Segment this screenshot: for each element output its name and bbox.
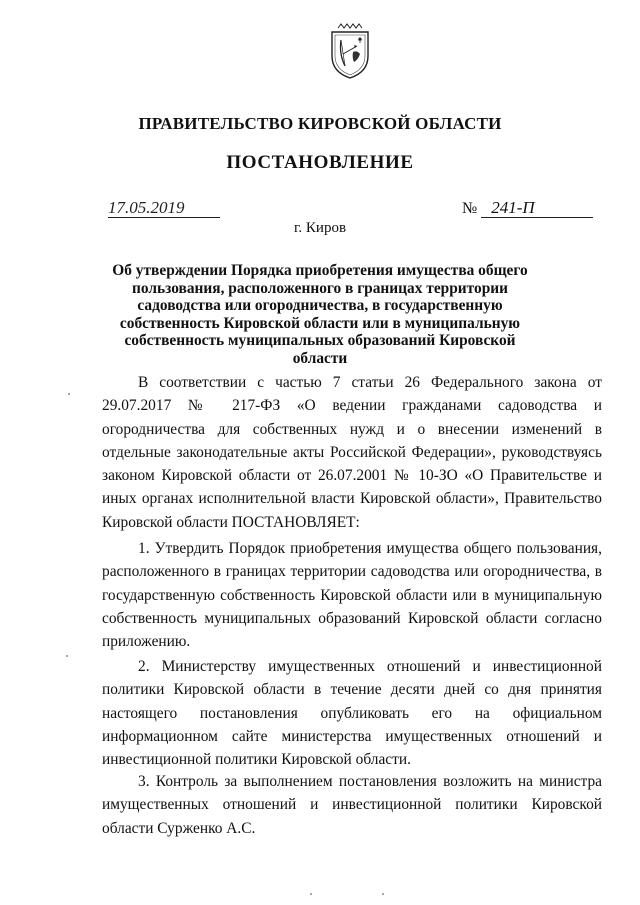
clause-3-paragraph: 3. Контроль за выполнением постановления возложить на министра имущественных отношений и инвестиционной политики Кировской области Сурженко А.С. [102, 773, 602, 837]
clause-2-paragraph: 2. Министерству имущественных отношений и инвестиционной политики Кировской области в течение десяти дней со дня принятия настоящего постановления опубликовать его на официальном информационном сайте министерства имущественных отношений и инвестиционной политики Кировской области. [102, 658, 602, 769]
preamble-paragraph: В соответствии с частью 7 статьи 26 Федерального закона от 29.07.2017 № 217-ФЗ «О ведении гражданами садоводства и огородничества для собственных нужд и о внесении изменений в отдельные законодательные акты Российской Федерации», руководствуясь законом Кировской области от 26.07.2001 № 10-ЗО «О Правительстве и иных органах исполнительной власти Кировской области», Правительство Кировской области ПОСТАНОВЛЯЕТ: [102, 374, 602, 531]
scan-speck [310, 893, 312, 895]
clause-1-paragraph: 1. Утвердить Порядок приобретения имущества общего пользования, расположенного в границах территории садоводства или огородничества, в государственную собственность Кировской области или в муниципальную собственность муниципальных образований Кировской области согласно приложению. [102, 540, 602, 651]
document-type: ПОСТАНОВЛЕНИЕ [226, 152, 414, 173]
number-sign: № [462, 200, 478, 217]
city-name: г. Киров [293, 220, 347, 236]
scan-speck [382, 893, 384, 895]
document-date: 17.05.2019 [108, 199, 220, 218]
document-number: 241-П [481, 199, 593, 218]
government-name: ПРАВИТЕЛЬСТВО КИРОВСКОЙ ОБЛАСТИ [138, 114, 502, 133]
scan-speck [66, 655, 68, 657]
scan-speck [68, 393, 70, 395]
document-number-block [462, 199, 593, 218]
kirov-region-coat-of-arms-icon [327, 22, 373, 80]
document-title: Об утверждении Порядка приобретения имущества общего пользования, расположенного в границах территории садоводства или огородничества, в государственную собственность Кировской области или в муниципальную собственность муниципальных образований Кировской области [112, 262, 528, 367]
